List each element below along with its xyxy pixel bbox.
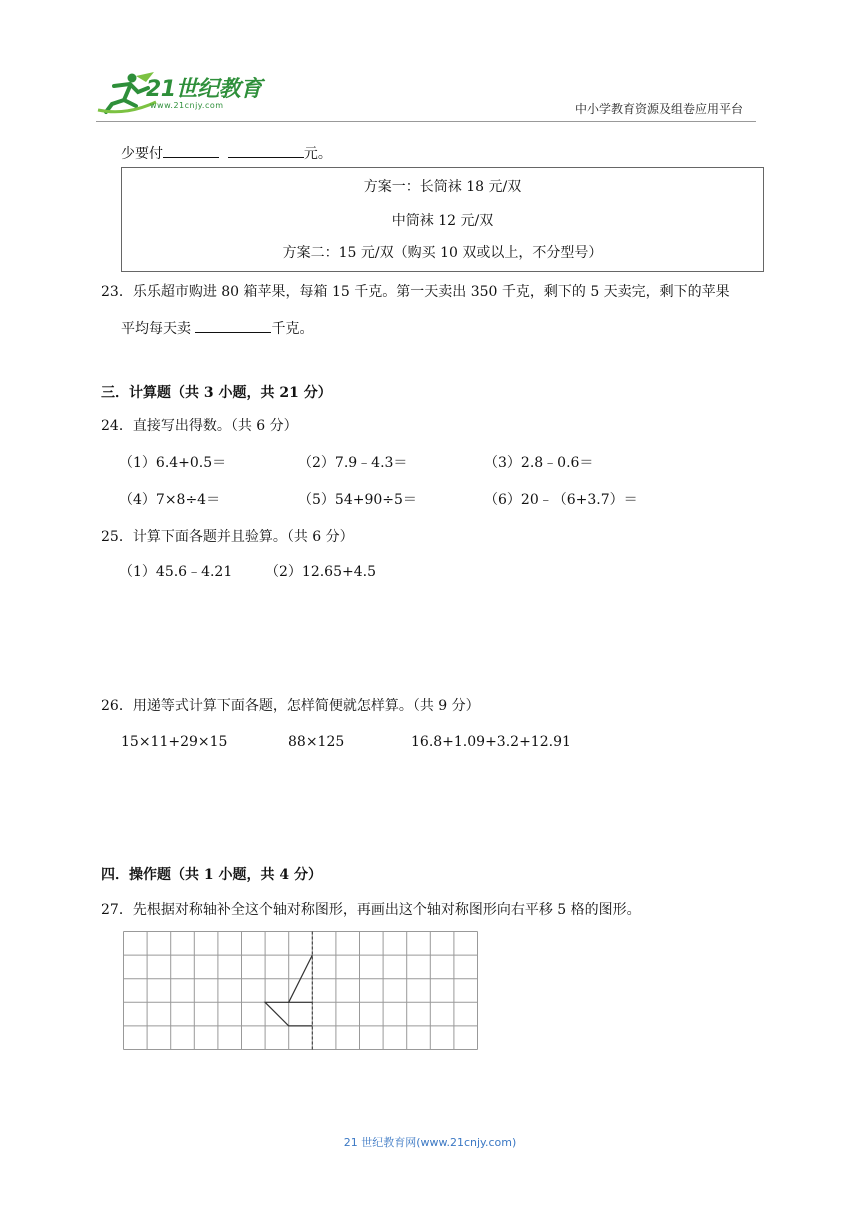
q25-item-2: （2）12.65+4.5 bbox=[265, 564, 376, 580]
q24-item-3: （3）2.8﹣0.6＝ bbox=[484, 455, 594, 471]
q23-line1: 23．乐乐超市购进 80 箱苹果，每箱 15 千克。第一天卖出 350 千克，剩下的 5 天卖完，剩下的苹果 bbox=[101, 284, 730, 300]
q24-item-6: （6）20﹣（6+3.7）＝ bbox=[484, 492, 638, 508]
q23-line2-suffix: 千克。 bbox=[271, 321, 314, 337]
q22-answer-blank-1[interactable] bbox=[163, 143, 219, 158]
plan2-line: 方案二：15 元/双（购买 10 双或以上，不分型号） bbox=[282, 245, 603, 261]
plan-table bbox=[121, 167, 764, 272]
q22-tail-suffix: 元。 bbox=[303, 146, 332, 162]
q26-item-3: 16.8+1.09+3.2+12.91 bbox=[411, 734, 571, 750]
q23-line2 bbox=[121, 318, 313, 338]
section4-title: 四．操作题（共 1 小题，共 4 分） bbox=[101, 867, 322, 883]
q24-item-4: （4）7×8÷4＝ bbox=[119, 492, 221, 508]
plan1b-line: 中筒袜 12 元/双 bbox=[391, 213, 494, 229]
q25-title: 25．计算下面各题并且验算。（共 6 分） bbox=[101, 529, 354, 545]
footer-link[interactable]: 21 世纪教育网(www.21cnjy.com) bbox=[343, 1136, 517, 1149]
section3-title: 三．计算题（共 3 小题，共 21 分） bbox=[101, 385, 332, 401]
q26-item-2: 88×125 bbox=[288, 734, 345, 750]
q24-item-1: （1）6.4+0.5＝ bbox=[119, 455, 227, 471]
q24-title: 24．直接写出得数。（共 6 分） bbox=[101, 418, 298, 434]
q22-tail bbox=[121, 143, 332, 163]
grid-canvas[interactable] bbox=[123, 931, 479, 1053]
q24-item-5: （5）54+90÷5＝ bbox=[298, 492, 417, 508]
q23-answer-blank[interactable] bbox=[195, 318, 271, 333]
q22-tail-prefix: 少要付 bbox=[121, 146, 163, 162]
logo-text: 21世纪教育 bbox=[146, 77, 262, 102]
logo-url: www.21cnjy.com bbox=[150, 101, 224, 110]
plan1-line: 方案一：长筒袜 18 元/双 bbox=[363, 179, 522, 195]
q25-item-1: （1）45.6﹣4.21 bbox=[119, 564, 233, 580]
q23-line2-prefix: 平均每天卖 bbox=[121, 321, 191, 337]
q27-title: 27．先根据对称轴补全这个轴对称图形，再画出这个轴对称图形向右平移 5 格的图形。 bbox=[101, 902, 641, 918]
q22-answer-blank-2[interactable] bbox=[228, 143, 304, 158]
symmetry-grid[interactable] bbox=[123, 931, 479, 1057]
q26-title: 26．用递等式计算下面各题，怎样简便就怎样算。（共 9 分） bbox=[101, 698, 480, 714]
q24-item-2: （2）7.9﹣4.3＝ bbox=[298, 455, 408, 471]
header-divider bbox=[96, 121, 756, 122]
platform-name: 中小学教育资源及组卷应用平台 bbox=[575, 102, 744, 116]
q26-item-1: 15×11+29×15 bbox=[121, 734, 228, 750]
